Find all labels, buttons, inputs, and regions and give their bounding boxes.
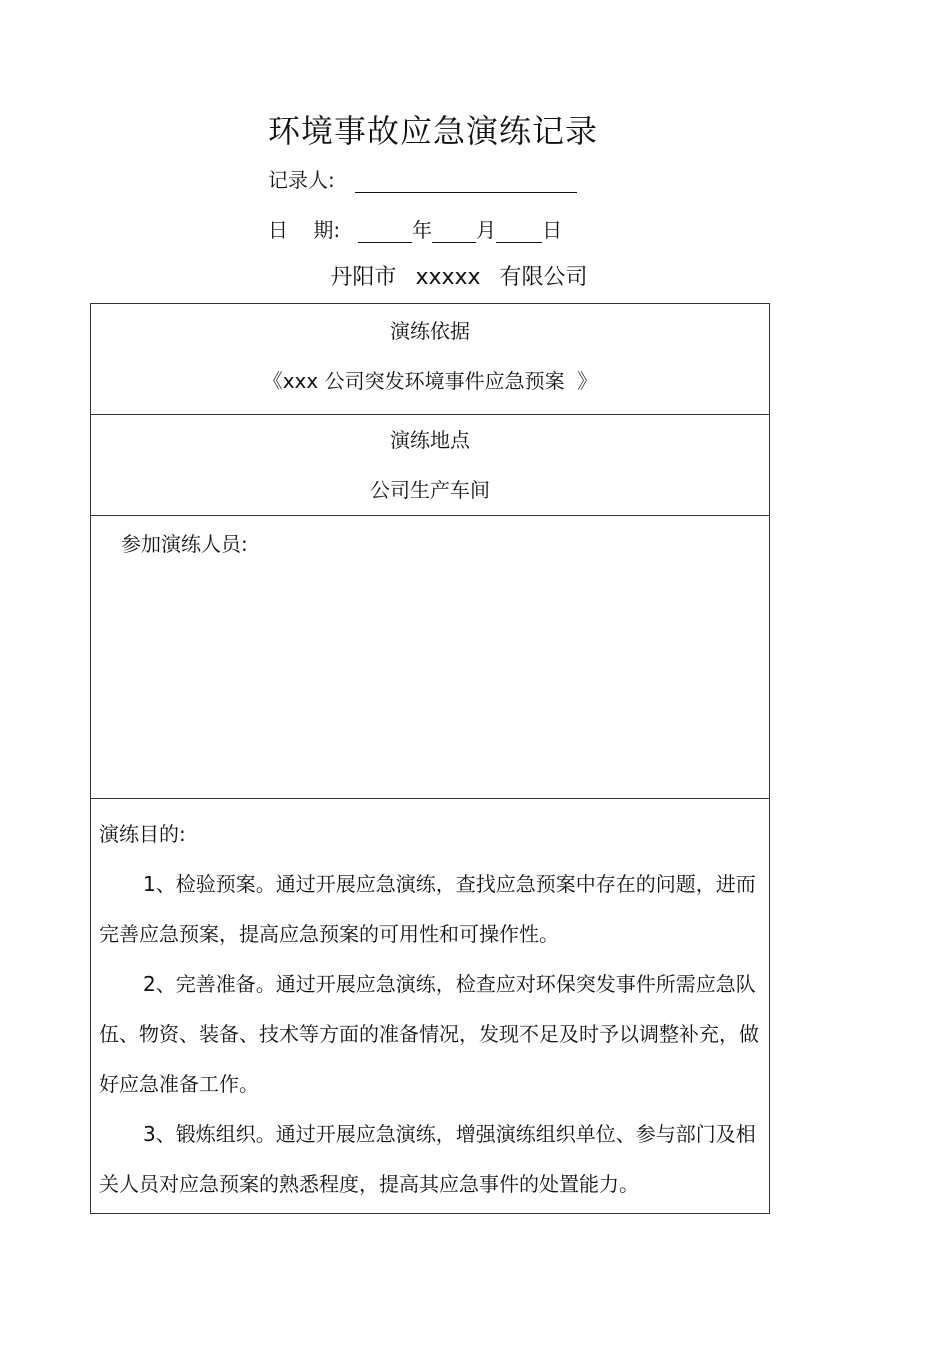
- purpose-item-3: 3、锻炼组织。通过开展应急演练，增强演练组织单位、参与部门及相关人员对应急预案的熟悉程度，提高其应急事件的处置能力。: [99, 1122, 756, 1196]
- date-label: 日 期:: [268, 218, 341, 242]
- company-line: [0, 260, 918, 291]
- day-label: 日: [542, 218, 563, 242]
- recorder-blank[interactable]: [355, 170, 577, 193]
- year-label: 年: [412, 218, 433, 242]
- recorder-label: 记录人:: [268, 168, 335, 192]
- participants-row: [91, 516, 770, 799]
- basis-value: 《xxx 公司突发环境事件应急预案 》: [262, 369, 598, 393]
- location-value: 公司生产车间: [370, 478, 490, 502]
- location-row: [91, 415, 770, 516]
- month-label: 月: [476, 218, 497, 242]
- purpose-row: [91, 799, 770, 1214]
- company-name: xxxxx: [415, 265, 481, 290]
- location-title: 演练地点: [390, 428, 470, 452]
- month-blank[interactable]: [432, 220, 476, 243]
- purpose-item-2: 2、完善准备。通过开展应急演练，检查应对环保突发事件所需应急队伍、物资、装备、技术等方面的准备情况，发现不足及时予以调整补充，做好应急准备工作。: [99, 972, 759, 1096]
- day-blank[interactable]: [496, 220, 542, 243]
- date-row: [268, 214, 562, 243]
- purpose-section: [91, 799, 769, 1213]
- purpose-item-1: 1、检验预案。通过开展应急演练，查找应急预案中存在的问题，进而完善应急预案，提高应急预案的可用性和可操作性。: [99, 872, 756, 946]
- company-suffix: 有限公司: [499, 265, 588, 290]
- document-title: 环境事故应急演练记录: [267, 112, 598, 150]
- year-blank[interactable]: [358, 220, 412, 243]
- participants-cell[interactable]: [91, 516, 770, 799]
- company-city: 丹阳市: [330, 265, 397, 290]
- recorder-row: [268, 164, 577, 193]
- basis-title: 演练依据: [390, 319, 470, 343]
- basis-row: [91, 304, 770, 415]
- participants-label: 参加演练人员:: [121, 532, 248, 556]
- drill-record-table: [90, 303, 770, 1214]
- purpose-label: 演练目的:: [99, 822, 186, 846]
